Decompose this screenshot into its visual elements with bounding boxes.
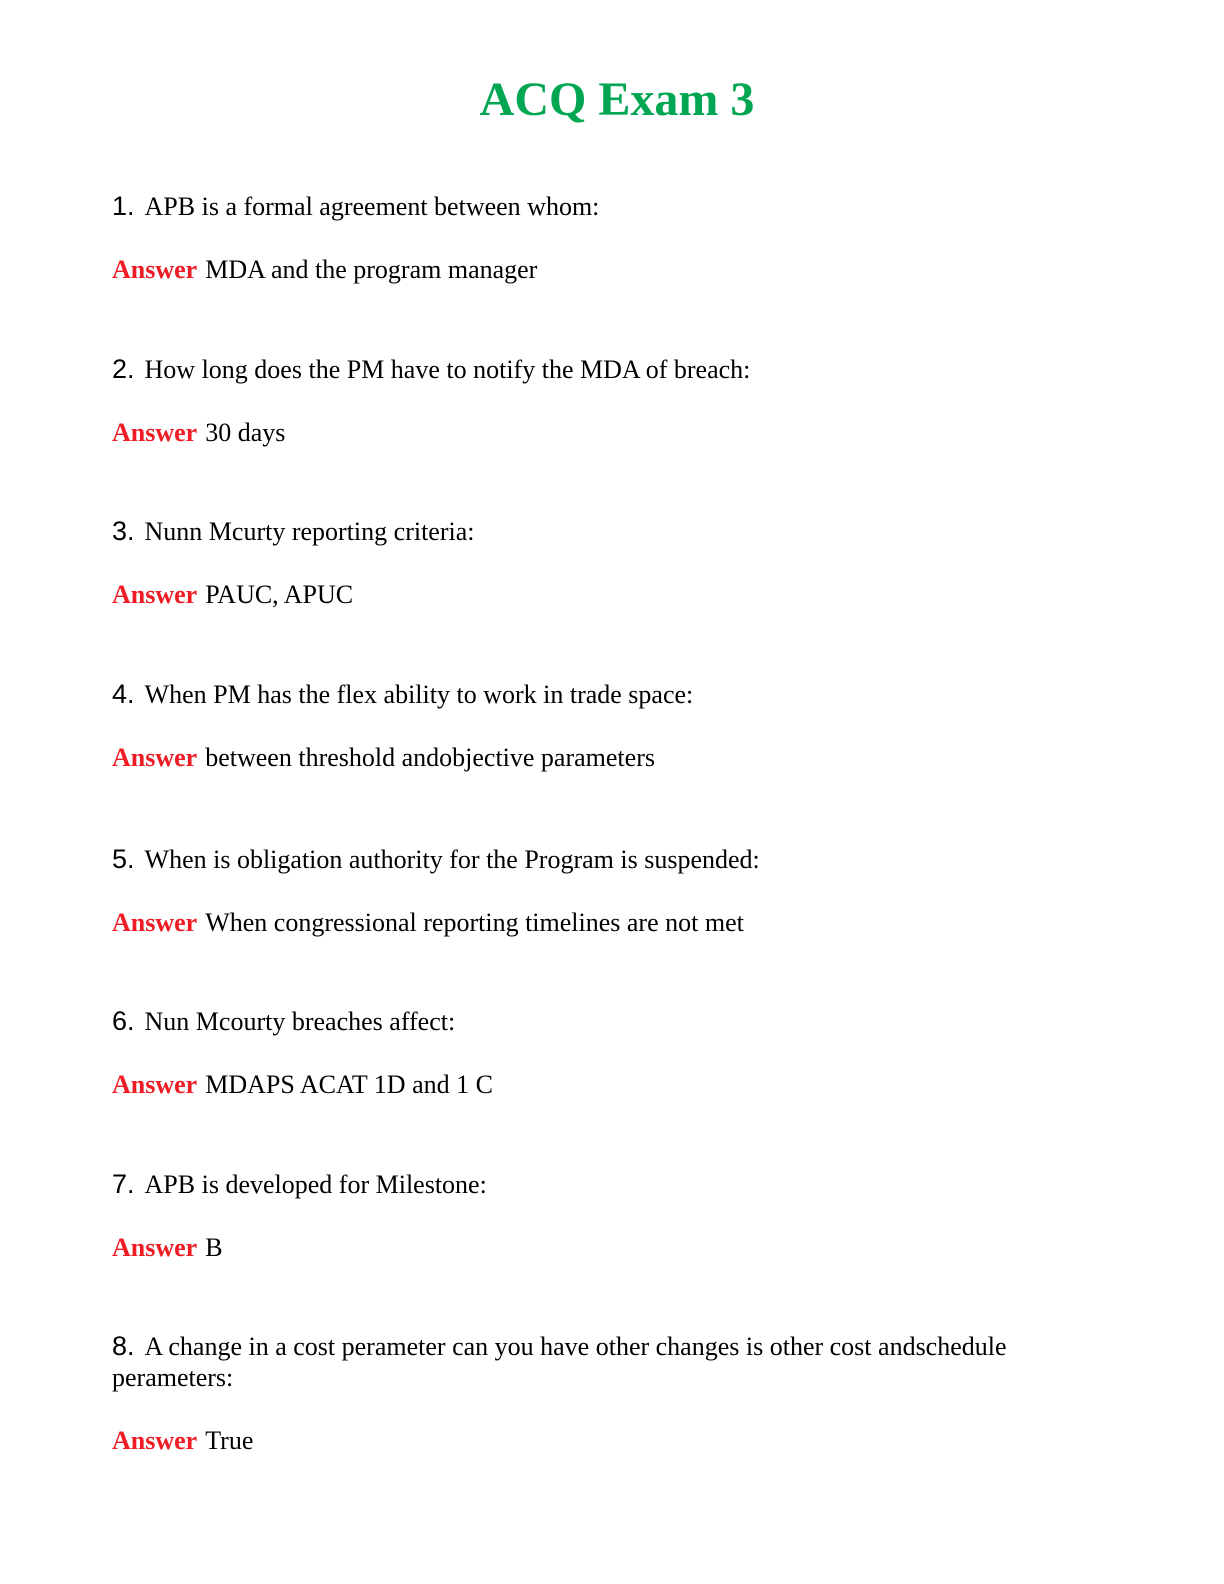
qa-item-5 (112, 844, 1112, 938)
question-number: 6. (112, 1006, 135, 1036)
answer-label: Answer (112, 580, 198, 609)
answer-label: Answer (112, 1426, 198, 1455)
answer-text: True (205, 1426, 254, 1455)
answer-text: between threshold andobjective parameters (205, 743, 655, 772)
question-text: APB is developed for Milestone: (144, 1170, 487, 1199)
question (112, 679, 1112, 710)
answer-label: Answer (112, 418, 198, 447)
answer-label: Answer (112, 743, 198, 772)
answer (112, 1069, 1112, 1100)
question (112, 844, 1112, 875)
question-text: How long does the PM have to notify the MDA of breach: (144, 355, 751, 384)
answer (112, 907, 1112, 938)
qa-item-8 (112, 1331, 1112, 1456)
question (112, 516, 1112, 547)
question (112, 1169, 1112, 1200)
question-text: When is obligation authority for the Program is suspended: (144, 845, 760, 874)
answer (112, 1425, 1112, 1456)
answer (112, 1232, 1112, 1263)
question-number: 2. (112, 354, 135, 384)
answer (112, 417, 1112, 448)
question-text: Nun Mcourty breaches affect: (144, 1007, 456, 1036)
question-number: 3. (112, 516, 135, 546)
question-text: A change in a cost perameter can you have other changes is other cost andschedule perameters: (112, 1332, 1007, 1392)
answer-text: B (205, 1233, 223, 1262)
answer-label: Answer (112, 255, 198, 284)
answer-label: Answer (112, 908, 198, 937)
answer-label: Answer (112, 1233, 198, 1262)
question-text: APB is a formal agreement between whom: (144, 192, 600, 221)
question-number: 8. (112, 1331, 135, 1361)
page-title: ACQ Exam 3 (479, 73, 755, 126)
answer-text: MDAPS ACAT 1D and 1 C (205, 1070, 493, 1099)
question (112, 191, 1112, 222)
answer-text: PAUC, APUC (205, 580, 354, 609)
answer-label: Answer (112, 1070, 198, 1099)
qa-item-6 (112, 1006, 1112, 1100)
qa-item-3 (112, 516, 1112, 610)
answer-text: When congressional reporting timelines are not met (205, 908, 744, 937)
question-number: 1. (112, 191, 135, 221)
answer-text: MDA and the program manager (205, 255, 538, 284)
qa-item-7 (112, 1169, 1112, 1263)
question-number: 4. (112, 679, 135, 709)
qa-item-4 (112, 679, 1112, 773)
question (112, 1006, 1112, 1037)
question-number: 5. (112, 844, 135, 874)
answer (112, 742, 1112, 773)
qa-item-2 (112, 354, 1112, 448)
answer (112, 579, 1112, 610)
question (112, 1331, 1072, 1393)
answer-text: 30 days (205, 418, 286, 447)
question-text: When PM has the flex ability to work in trade space: (144, 680, 694, 709)
question-number: 7. (112, 1169, 135, 1199)
answer (112, 254, 1112, 285)
qa-item-1 (112, 191, 1112, 285)
question-text: Nunn Mcurty reporting criteria: (144, 517, 475, 546)
question (112, 354, 1112, 385)
